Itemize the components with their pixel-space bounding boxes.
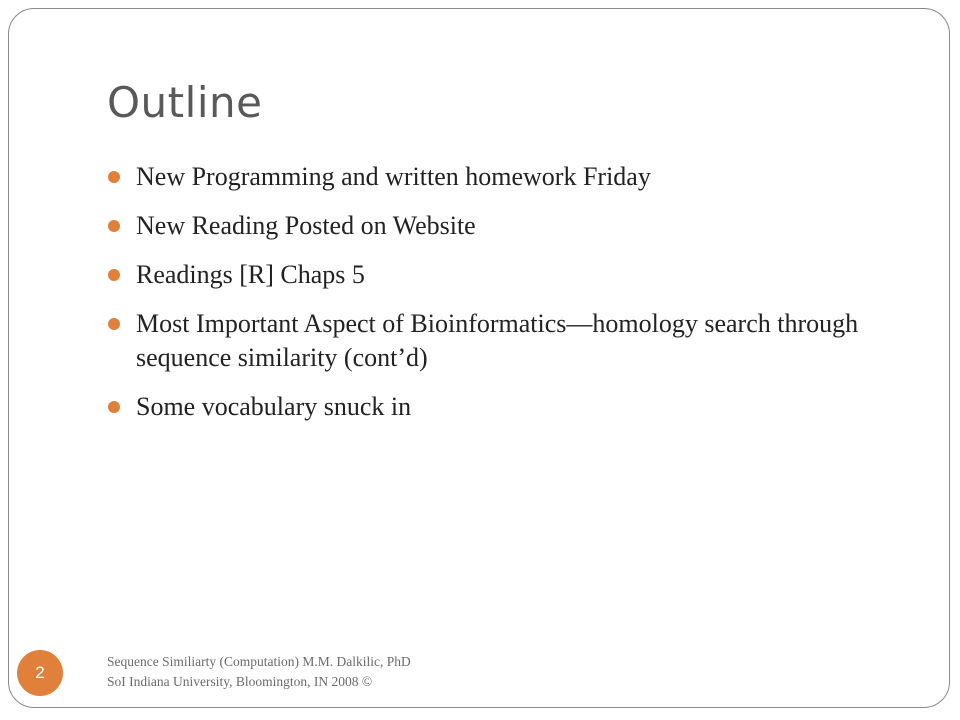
bullet-text: New Reading Posted on Website <box>136 211 476 240</box>
bullet-dot-icon <box>108 401 120 413</box>
bullet-item <box>107 209 907 243</box>
bullet-item <box>107 160 907 194</box>
footer-line-1: Sequence Similiarty (Computation) M.M. Dalkilic, PhD <box>107 654 411 669</box>
bullet-dot-icon <box>108 171 120 183</box>
footer-line-2: SoI Indiana University, Bloomington, IN 2008 © <box>107 674 373 689</box>
bullet-item <box>107 258 907 292</box>
bullet-text: New Programming and written homework Friday <box>136 162 651 191</box>
page-number-badge: 2 <box>17 650 63 696</box>
bullet-dot-icon <box>108 318 120 330</box>
bullet-text: Some vocabulary snuck in <box>136 392 412 421</box>
bullet-dot-icon <box>108 269 120 281</box>
bullet-text: Most Important Aspect of Bioinformatics—homology search through sequence similarity (cont’d) <box>136 309 859 372</box>
bullet-text: Readings [R] Chaps 5 <box>136 260 365 289</box>
bullet-list <box>107 160 907 439</box>
bullet-item <box>107 390 907 424</box>
bullet-item <box>107 307 907 375</box>
slide-title: Outline <box>107 78 263 127</box>
slide-footer <box>107 652 411 692</box>
bullet-dot-icon <box>108 220 120 232</box>
